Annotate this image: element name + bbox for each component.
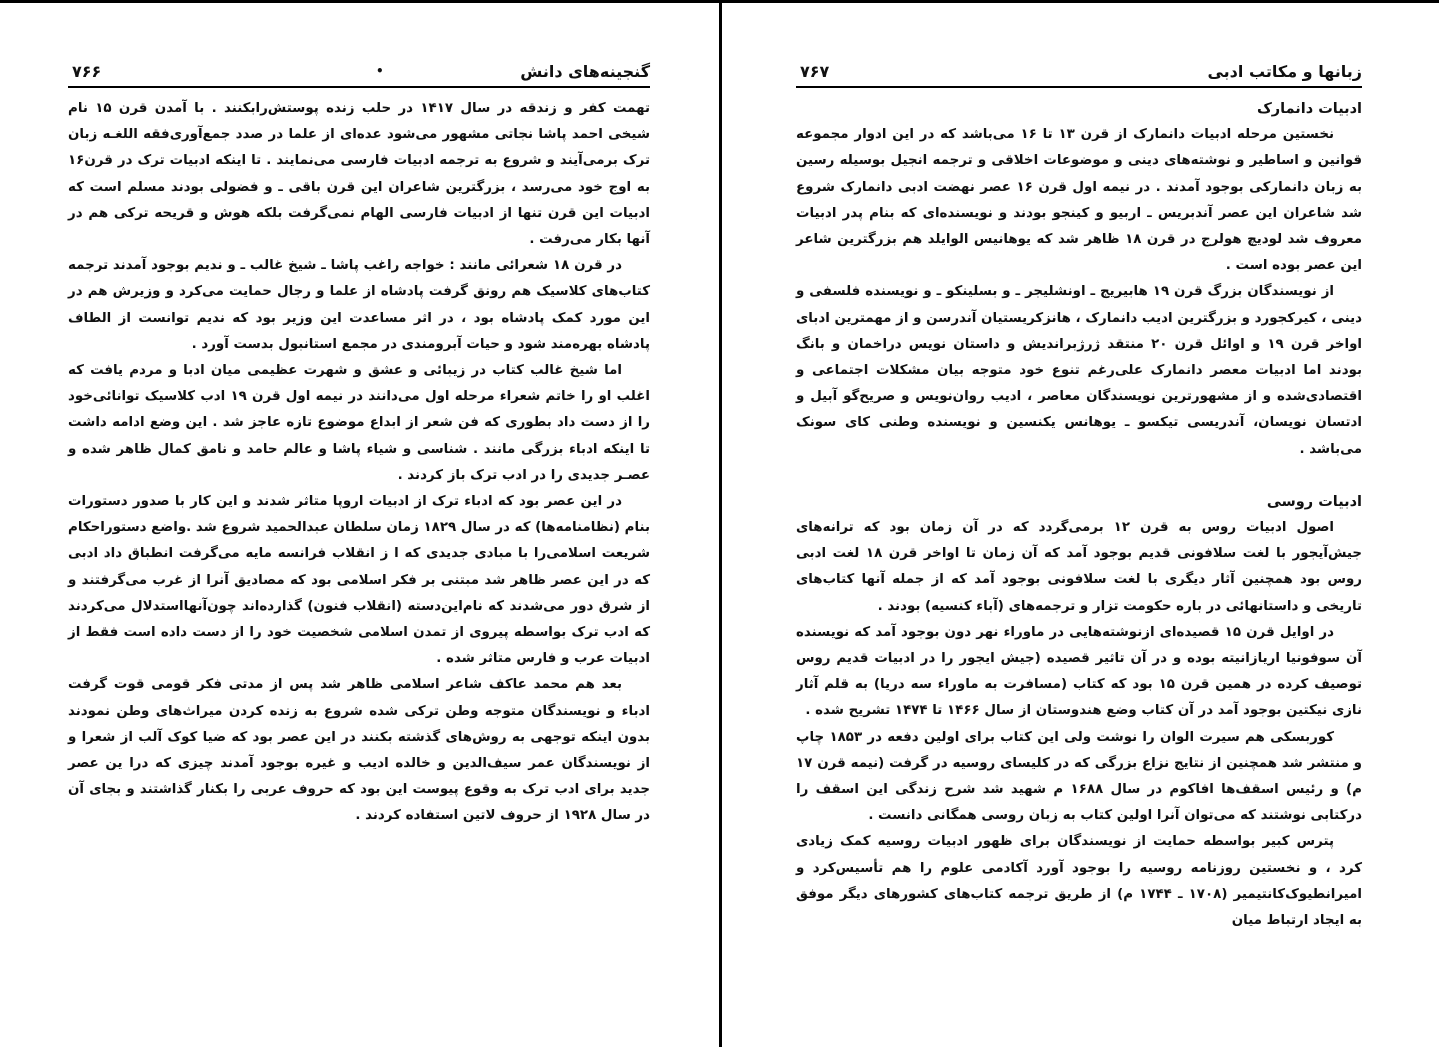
right-page	[796, 58, 1362, 934]
paragraph: کوربسکی هم سیرت الوان را نوشت ولی این کتاب برای اولین دفعه در ۱۸۵۳ چاپ و منتشر شد همچنین از نتایج نزاع بزرگی که در کلیسای روسیه در گرفت (نیمه قرن ۱۷ م) و رئیس اسقف‌ها افاکوم در سال ۱۶۸۸ م شهید شد شرح زندگی این اسقف را درکتابی نوشتند که می‌توان آنرا اولین کتاب به زبان روسی همگانی دانست .	[796, 729, 1362, 824]
paragraph: اصول ادبیات روس به قرن ۱۲ برمی‌گردد که در آن زمان بود که ترانه‌های جیش‌آیجور با لغت سلافونی قدیم بوجود آمد که آن زمان تا اواخر قرن ۱۸ لغت ادبی روس بود همچنین آثار دیگری با لغت سلافونی بوجود آمد که از جمله آنها کتاب‌های تاریخی و داستانهائی در باره حکومت تزار و ترجمه‌های (آباء کنسیه) بودند .	[796, 520, 1363, 614]
left-page-body	[68, 96, 650, 830]
paragraph: نخستین مرحله ادبیات دانمارک از قرن ۱۳ تا ۱۶ می‌باشد که در این ادوار مجموعه قوانین و اساطیر و نوشته‌های دینی و موضوعات اخلاقی و ترجمه انجیل بوسیله رسین به زبان دانمارکی بوجود آمدند . در نیمه اول قرن ۱۶ عصر نهضت ادبی دانمارک شروع شد شاعران این عصر آندبریس ـ اربیو و کینجو بودند و نویسنده‌ای که بنام پدر ادبیات معروف شد لودیچ هولرج در قرن ۱۸ ظاهر شد که یوهانیس الوایلد هم بزرگترین شاعر این عصر بوده است .	[796, 127, 1363, 274]
right-page-header	[796, 58, 1362, 88]
right-page-body	[796, 96, 1362, 934]
paragraph: از نویسندگان بزرگ قرن ۱۹ هابیریج ـ اونشلیجر ـ و بسلینکو ـ و نویسنده فلسفی و دینی ، کیرکجورد و بزرگترین ادیب دانمارک ، هانزکریستیان آندرسن و از مهمترین ادبای اواخر قرن ۱۹ و اوائل قرن ۲۰ منتقد ژرژبراندیش و داستان نویس دراخمان و بانگ بودند اما ادبیات معصر دانمارک علی‌رغم تنوع خود متوجه بیان مشکلات اجتماعی و اقتصادی‌شده و از مشهورترین نویسندگان معاصر ، ادیب روان‌نویس و صریح‌گو آبیل و ادتسان نویسان، آندریسی تیکسو ـ یوهانس یکنسین و نویسنده وطنی کای سونک می‌باشد .	[796, 284, 1362, 457]
paragraph: در اوایل قرن ۱۵ قصیده‌ای ازنوشته‌هایی در ماوراء نهر دون بوجود آمد که نویسنده آن سوفونیا اریازانیته بوده و در آن تاثیر قصیده (جیش ایجور را در ادبیات قدیم روس توصیف کرده در همین قرن ۱۵ بود که کتاب (مسافرت به ماوراء سه دریا) به قلم آثار نازی نیکتین بوجود آمد در آن کتاب وضع هندوستان از سال ۱۴۶۶ تا ۱۴۷۴ تشریح شده .	[796, 624, 1362, 719]
paragraph: تهمت کفر و زندقه در سال ۱۴۱۷ در حلب زنده پوستش‌رابکنند . با آمدن قرن ۱۵ نام شیخی احمد پاشا نجاتی مشهور می‌شود عده‌ای از علما در صدد جمع‌آوری‌فقه اللغـه زبان ترک برمی‌آیند و شروع به ترجمه ادبیات فارسی می‌نمایند . تا اینکه ادبیات ترک در قرن۱۶ به اوج خود می‌رسد ، بزرگترین شاعران این قرن باقی ـ و فضولی بودند مسلم است که ادبیات این قرن تنها از ادبیات فارسی الهام نمی‌گرفت بلکه هوش و قریحه ترکی هم در آنها بکار می‌رفت .	[68, 101, 650, 248]
paragraph: اما شیخ غالب کتاب در زیبائی و عشق و شهرت عظیمی میان ادبا و مردم یافت که اغلب او را خاتم شعراء مرحله اول می‌دانند در نیمه اول قرن ۱۹ ادب کلاسیک توانائی‌خود را از دست داد بطوری که فن شعر از ابداع موضوع تازه عاجز شد . این وضع ادامه داشت تا اینکه ادباء بزرگی مانند . شناسی و شیاء پاشا و عالم حامد و نامق کمال ظاهر شده و عصـر جدیدی را در ادب ترک باز کردند .	[68, 363, 650, 483]
paragraph: پترس کبیر بواسطه حمایت از نویسندگان برای ظهور ادبیات روسیه کمک زیادی کرد ، و نخستین روزنامه روسیه را بوجود آورد آکادمی علوم را هم تأسیس‌کرد و امیرانطیوک‌کانتیمیر (۱۷۰۸ ـ ۱۷۴۴ م) از طریق ترجمه کتاب‌های کشورهای دیگر موفق به ایجاد ارتباط میان	[796, 834, 1363, 929]
left-running-title: گنجینه‌های دانش	[520, 62, 650, 81]
left-page-number: ۷۶۶	[72, 62, 102, 81]
section-heading: ادبیات روسی	[1266, 493, 1362, 510]
section-gap	[796, 463, 1362, 489]
paragraph: بعد هم محمد عاکف شاعر اسلامی ظاهر شد پس از مدتی فکر قومی قوت گرفت ادباء و نویسندگان متوجه وطن ترکی شده شروع به زنده کردن میراث‌های وطن نمودند بدون اینکه توجهی به روش‌های گذشته بکنند در این عصر بود که ضیا کوک آلب از شعرا و از نویسندگان عمر سیف‌الدین و خالده ادیب و غیره بوجود آمدند چیزی که درا ین عصر جدید برای ادب ترک به وقوع پیوست این بود که حروف عربی را بکنار گذاشتند و بجای آن در سال ۱۹۲۸ از حروف لاتین استفاده کردند .	[68, 677, 650, 824]
section-heading: ادبیات دانمارک	[1256, 101, 1362, 117]
header-ornament: •	[376, 64, 384, 78]
right-page-number: ۷۶۷	[800, 62, 830, 81]
paragraph: در این عصر بود که ادباء ترک از ادبیات اروپا متاثر شدند و این کار با صدور دستورات بنام (نظامنامه‌ها) که در سال ۱۸۲۹ زمان سلطان عبدالحمید شروع شد .واضع دستوراحکام شریعت اسلامی‌را با مبادی جدیدی که ا ز انقلاب فرانسه مایه می‌گرفت انطباق داد ادبی که در این عصر ظاهر شد مبتنی بر فکر اسلامی بود که مصادیق آنرا از غرب می‌گرفتند و از شرق دور می‌شدند که نام‌این‌دسته (انقلاب فنون) گذارده‌اند چون‌آنهااستدلال می‌کردند که ادب ترک بواسطه پیروی از تمدن اسلامی شخصیت خود را از دست داده است فقط از ادبیات عرب و فارس متاثر شده .	[68, 494, 650, 667]
paragraph: در قرن ۱۸ شعرائی مانند : خواجه راغب پاشا ـ شیخ غالب ـ و ندیم بوجود آمدند ترجمه کتاب‌های کلاسیک هم رونق گرفت پادشاه از علما و رجال حمایت می‌کرد و وزیرش هم در این مورد کمک پادشاه بود ، در اثر مساعدت این وزیر بود که ندیم توانست از الطاف پادشاه بهره‌مند شود و حیات آبرومندی در مجمع استانبول بدست آورد .	[68, 258, 650, 352]
book-spine	[719, 0, 722, 1047]
right-running-title: زبانها و مکاتب ادبی	[1207, 62, 1362, 81]
left-page-header	[68, 58, 650, 88]
left-page	[68, 58, 650, 830]
